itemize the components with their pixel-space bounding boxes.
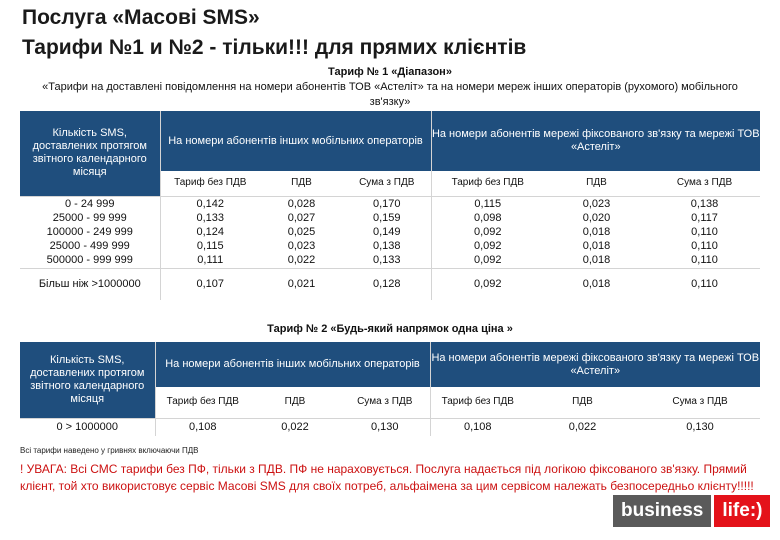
tariff2-col-group-mobile: На номери абонентів інших мобільних операторів: [155, 342, 430, 387]
mobile-tariff-cell: 0,142: [160, 196, 260, 211]
mobile-sum-cell: 0,130: [340, 418, 430, 436]
mobile-vat-cell: 0,025: [287, 226, 316, 238]
mobile-vat-cell: 0,028: [260, 196, 343, 211]
mobile-tariff-cell: 0,115: [160, 239, 260, 253]
mobile-sum-cell: 0,138: [372, 240, 401, 252]
page-title-line2: Тарифи №1 и №2 - тільки!!! для прямих клієнтів: [22, 36, 527, 59]
tariff2-table: [20, 342, 760, 436]
business-life-logo: [613, 495, 770, 527]
tariff1-sub-vat: ПДВ: [291, 177, 312, 189]
page-title-line1: Послуга «Масові SMS»: [22, 6, 260, 29]
mobile-vat-cell: 0,021: [260, 268, 343, 300]
range-cell: 25000 - 499 999: [49, 240, 130, 252]
tariff1-sub-sum: Сума з ПДВ: [359, 177, 415, 189]
logo-business: business: [613, 495, 711, 527]
prices-note: Всі тарифи наведено у гривнях включаючи ПДВ: [20, 446, 199, 455]
fixed-tariff-cell: 0,092: [431, 225, 544, 239]
fixed-sum-cell: 0,110: [691, 226, 718, 238]
mobile-tariff-cell: 0,133: [160, 211, 260, 225]
range-cell: 25000 - 99 999: [52, 212, 127, 224]
fixed-sum-cell: 0,110: [691, 254, 718, 267]
tariff1-table: [20, 111, 760, 300]
fixed-vat-cell: 0,022: [525, 418, 640, 436]
warning-text: ! УВАГА: Всі СМС тарифи без ПФ, тільки з ПДВ. ПФ не нараховується. Послуга надається під логікою фіксованого зв'язку. Прямий клієнт, той хто використовує сервіс Масові SMS для своїх потреб, альфаімена за цим сервісом належать безпосередньо клієнту!!!!!: [20, 462, 754, 493]
table-row: [20, 418, 760, 436]
tariff1-col-group-fixed: На номери абонентів мережі фіксованого зв'язку та мережі ТОВ «Астеліт»: [431, 111, 760, 171]
tariff2-sub-sum: Сума з ПДВ: [357, 396, 413, 408]
range-cell: Більш ніж >1000000: [20, 268, 160, 300]
table-row: [20, 196, 760, 211]
mobile-vat-cell: 0,022: [287, 254, 316, 267]
fixed-sum-cell: 0,138: [649, 196, 760, 211]
tariff1-description: «Тарифи на доставлені повідомлення на номери абонентів ТОВ «Астеліт» та на номери мереж інших операторів (рухомого) мобільного зв'язку»: [42, 81, 738, 108]
fixed-vat-cell: 0,018: [582, 226, 611, 238]
range-cell: 500000 - 999 999: [46, 254, 133, 267]
tariff1-col-volume: Кількість SMS, доставлених протягом звітного календарного місяця: [20, 111, 160, 196]
tariff2-col-volume: Кількість SMS, доставлених протягом звітного календарного місяця: [20, 342, 155, 418]
mobile-sum-cell: 0,159: [372, 212, 401, 224]
range-cell: 100000 - 249 999: [46, 226, 133, 238]
fixed-tariff-cell: 0,092: [431, 239, 544, 253]
fixed-vat-cell: 0,018: [582, 240, 611, 252]
mobile-tariff-cell: 0,111: [160, 253, 260, 268]
table-row: [20, 239, 760, 253]
mobile-tariff-cell: 0,108: [155, 418, 250, 436]
mobile-sum-cell: 0,170: [343, 196, 431, 211]
table-row: [20, 268, 760, 300]
fixed-tariff-cell: 0,098: [431, 211, 544, 225]
fixed-tariff-cell: 0,115: [431, 196, 544, 211]
tariff1-col-group-mobile: На номери абонентів інших мобільних операторів: [160, 111, 431, 171]
tariff1-heading: Тариф № 1 «Діапазон»: [328, 66, 452, 78]
fixed-sum-cell: 0,130: [640, 418, 760, 436]
tariff1-sub-sum: Сума з ПДВ: [676, 177, 733, 189]
mobile-tariff-cell: 0,124: [160, 225, 260, 239]
tariff1-sub-tariff: Тариф без ПДВ: [160, 171, 260, 196]
fixed-tariff-cell: 0,092: [431, 268, 544, 300]
table-row: [20, 253, 760, 268]
tariff1-sub-tariff: Тариф без ПДВ: [431, 171, 544, 196]
mobile-vat-cell: 0,022: [250, 418, 340, 436]
fixed-vat-cell: 0,023: [544, 196, 649, 211]
fixed-vat-cell: 0,018: [544, 268, 649, 300]
mobile-vat-cell: 0,027: [287, 212, 316, 224]
tariff2-heading: Тариф № 2 «Будь-який напрямок одна ціна »: [267, 323, 513, 335]
tariff1-sub-vat: ПДВ: [586, 177, 607, 189]
mobile-sum-cell: 0,133: [372, 254, 401, 267]
mobile-tariff-cell: 0,107: [160, 268, 260, 300]
tariff2-sub-vat: ПДВ: [572, 396, 593, 408]
tariff2-col-group-fixed: На номери абонентів мережі фіксованого зв'язку та мережі ТОВ «Астеліт»: [430, 342, 760, 387]
tariff2-sub-vat: ПДВ: [284, 396, 306, 408]
tariff2-sub-tariff: Тариф без ПДВ: [430, 387, 525, 418]
fixed-vat-cell: 0,020: [582, 212, 611, 224]
range-cell: 0 - 24 999: [20, 196, 160, 211]
table-row: [20, 225, 760, 239]
fixed-tariff-cell: 0,092: [431, 253, 544, 268]
fixed-sum-cell: 0,110: [649, 268, 760, 300]
mobile-sum-cell: 0,149: [372, 226, 401, 238]
table-row: [20, 211, 760, 225]
fixed-vat-cell: 0,018: [582, 254, 611, 267]
mobile-vat-cell: 0,023: [287, 240, 316, 252]
tariff2-sub-sum: Сума з ПДВ: [672, 396, 728, 408]
mobile-sum-cell: 0,128: [343, 268, 431, 300]
logo-life: life:): [714, 495, 770, 527]
fixed-tariff-cell: 0,108: [430, 418, 525, 436]
tariff2-sub-tariff: Тариф без ПДВ: [155, 387, 250, 418]
fixed-sum-cell: 0,117: [691, 212, 718, 224]
range-cell: 0 > 1000000: [20, 418, 155, 436]
fixed-sum-cell: 0,110: [691, 240, 718, 252]
